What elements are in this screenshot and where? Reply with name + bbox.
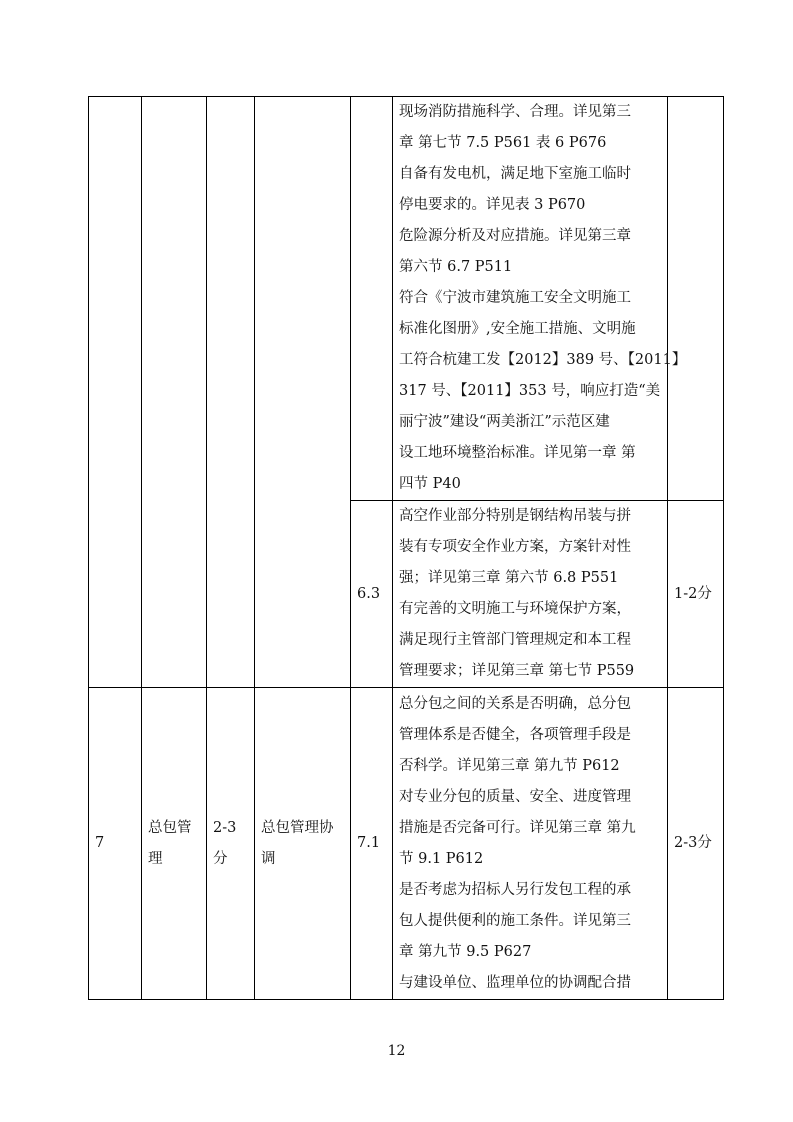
criteria-line: 装有专项安全作业方案，方案针对性	[399, 539, 631, 555]
sub-item-code-cell: 6.3	[351, 501, 393, 688]
table-row-7	[89, 688, 724, 1000]
criteria-line: 管理要求；详见第三章 第七节 P559	[399, 663, 635, 679]
criteria-line: 自备有发电机，满足地下室施工临时	[399, 166, 631, 182]
criteria-line: 总分包之间的关系是否明确，总分包	[399, 695, 631, 712]
criteria-line: 四节 P40	[399, 476, 461, 492]
criteria-line: 停电要求的。详见表 3 P670	[399, 197, 586, 213]
score-cell	[668, 501, 724, 688]
criteria-line: 危险源分析及对应措施。详见第三章	[399, 228, 631, 244]
criteria-line: 符合《宁波市建筑施工安全文明施工	[399, 290, 631, 306]
table-row-6-continued	[89, 97, 724, 501]
criteria-description-cell	[393, 501, 668, 688]
criteria-line: 管理体系是否健全，各项管理手段是	[399, 726, 631, 743]
criteria-line: 否科学。详见第三章 第九节 P612	[399, 757, 620, 774]
criteria-line: 与建设单位、监理单位的协调配合措	[399, 974, 631, 991]
score-cell	[668, 688, 724, 1000]
criteria-line: 包人提供便利的施工条件。详见第三	[399, 912, 631, 929]
scoring-table	[88, 96, 724, 1000]
criteria-line: 章 第九节 9.5 P627	[399, 943, 532, 960]
criteria-line: 有完善的文明施工与环境保护方案，	[399, 601, 631, 617]
score-text: 1-2分	[674, 585, 712, 602]
sub-item-name-text: 总包管理协调	[261, 819, 334, 867]
criteria-line: 317 号、【2011】353 号，响应打造“美	[399, 383, 661, 399]
criteria-line: 是否考虑为招标人另行发包工程的承	[399, 881, 631, 898]
score-text: 2-3分	[674, 835, 712, 851]
sub-item-code-cell: 7.1	[351, 688, 393, 1000]
criteria-line: 章 第七节 7.5 P561 表 6 P676	[399, 135, 607, 151]
criteria-description-cell	[393, 97, 687, 501]
criteria-line: 丽宁波”建设“两美浙江”示范区建	[399, 414, 610, 430]
criteria-line: 措施是否完备可行。详见第三章 第九	[399, 819, 636, 836]
sub-item-name-cell	[255, 97, 351, 688]
criteria-line: 设工地环境整治标准。详见第一章 第	[399, 445, 636, 461]
criteria-line: 满足现行主管部门管理规定和本工程	[399, 632, 631, 648]
item-number-cell: 7	[89, 688, 142, 1000]
page-number: 12	[387, 1043, 406, 1059]
criteria-line: 标准化图册》,安全施工措施、文明施	[399, 321, 636, 337]
item-number-cell	[89, 97, 142, 688]
sub-item-code-cell	[351, 97, 393, 501]
item-score-text: 2-3分	[213, 819, 237, 867]
criteria-line: 强；详见第三章 第六节 6.8 P551	[399, 570, 619, 586]
item-name-cell	[142, 97, 207, 688]
criteria-line: 对专业分包的质量、安全、进度管理	[399, 788, 631, 805]
criteria-line: 节 9.1 P612	[399, 850, 484, 867]
score-cell	[668, 97, 724, 501]
criteria-line: 第六节 6.7 P511	[399, 259, 513, 275]
criteria-description-cell	[393, 688, 668, 1000]
sub-item-name-cell	[255, 688, 351, 1000]
criteria-line: 高空作业部分特别是钢结构吊装与拼	[399, 508, 631, 524]
item-name-cell	[142, 688, 207, 1000]
criteria-line: 现场消防措施科学、合理。详见第三	[399, 104, 631, 120]
item-name-text: 总包管理	[148, 819, 192, 867]
item-score-cell	[207, 688, 255, 1000]
criteria-line: 工符合杭建工发【2012】389 号、【2011】	[399, 352, 687, 368]
item-score-cell	[207, 97, 255, 688]
